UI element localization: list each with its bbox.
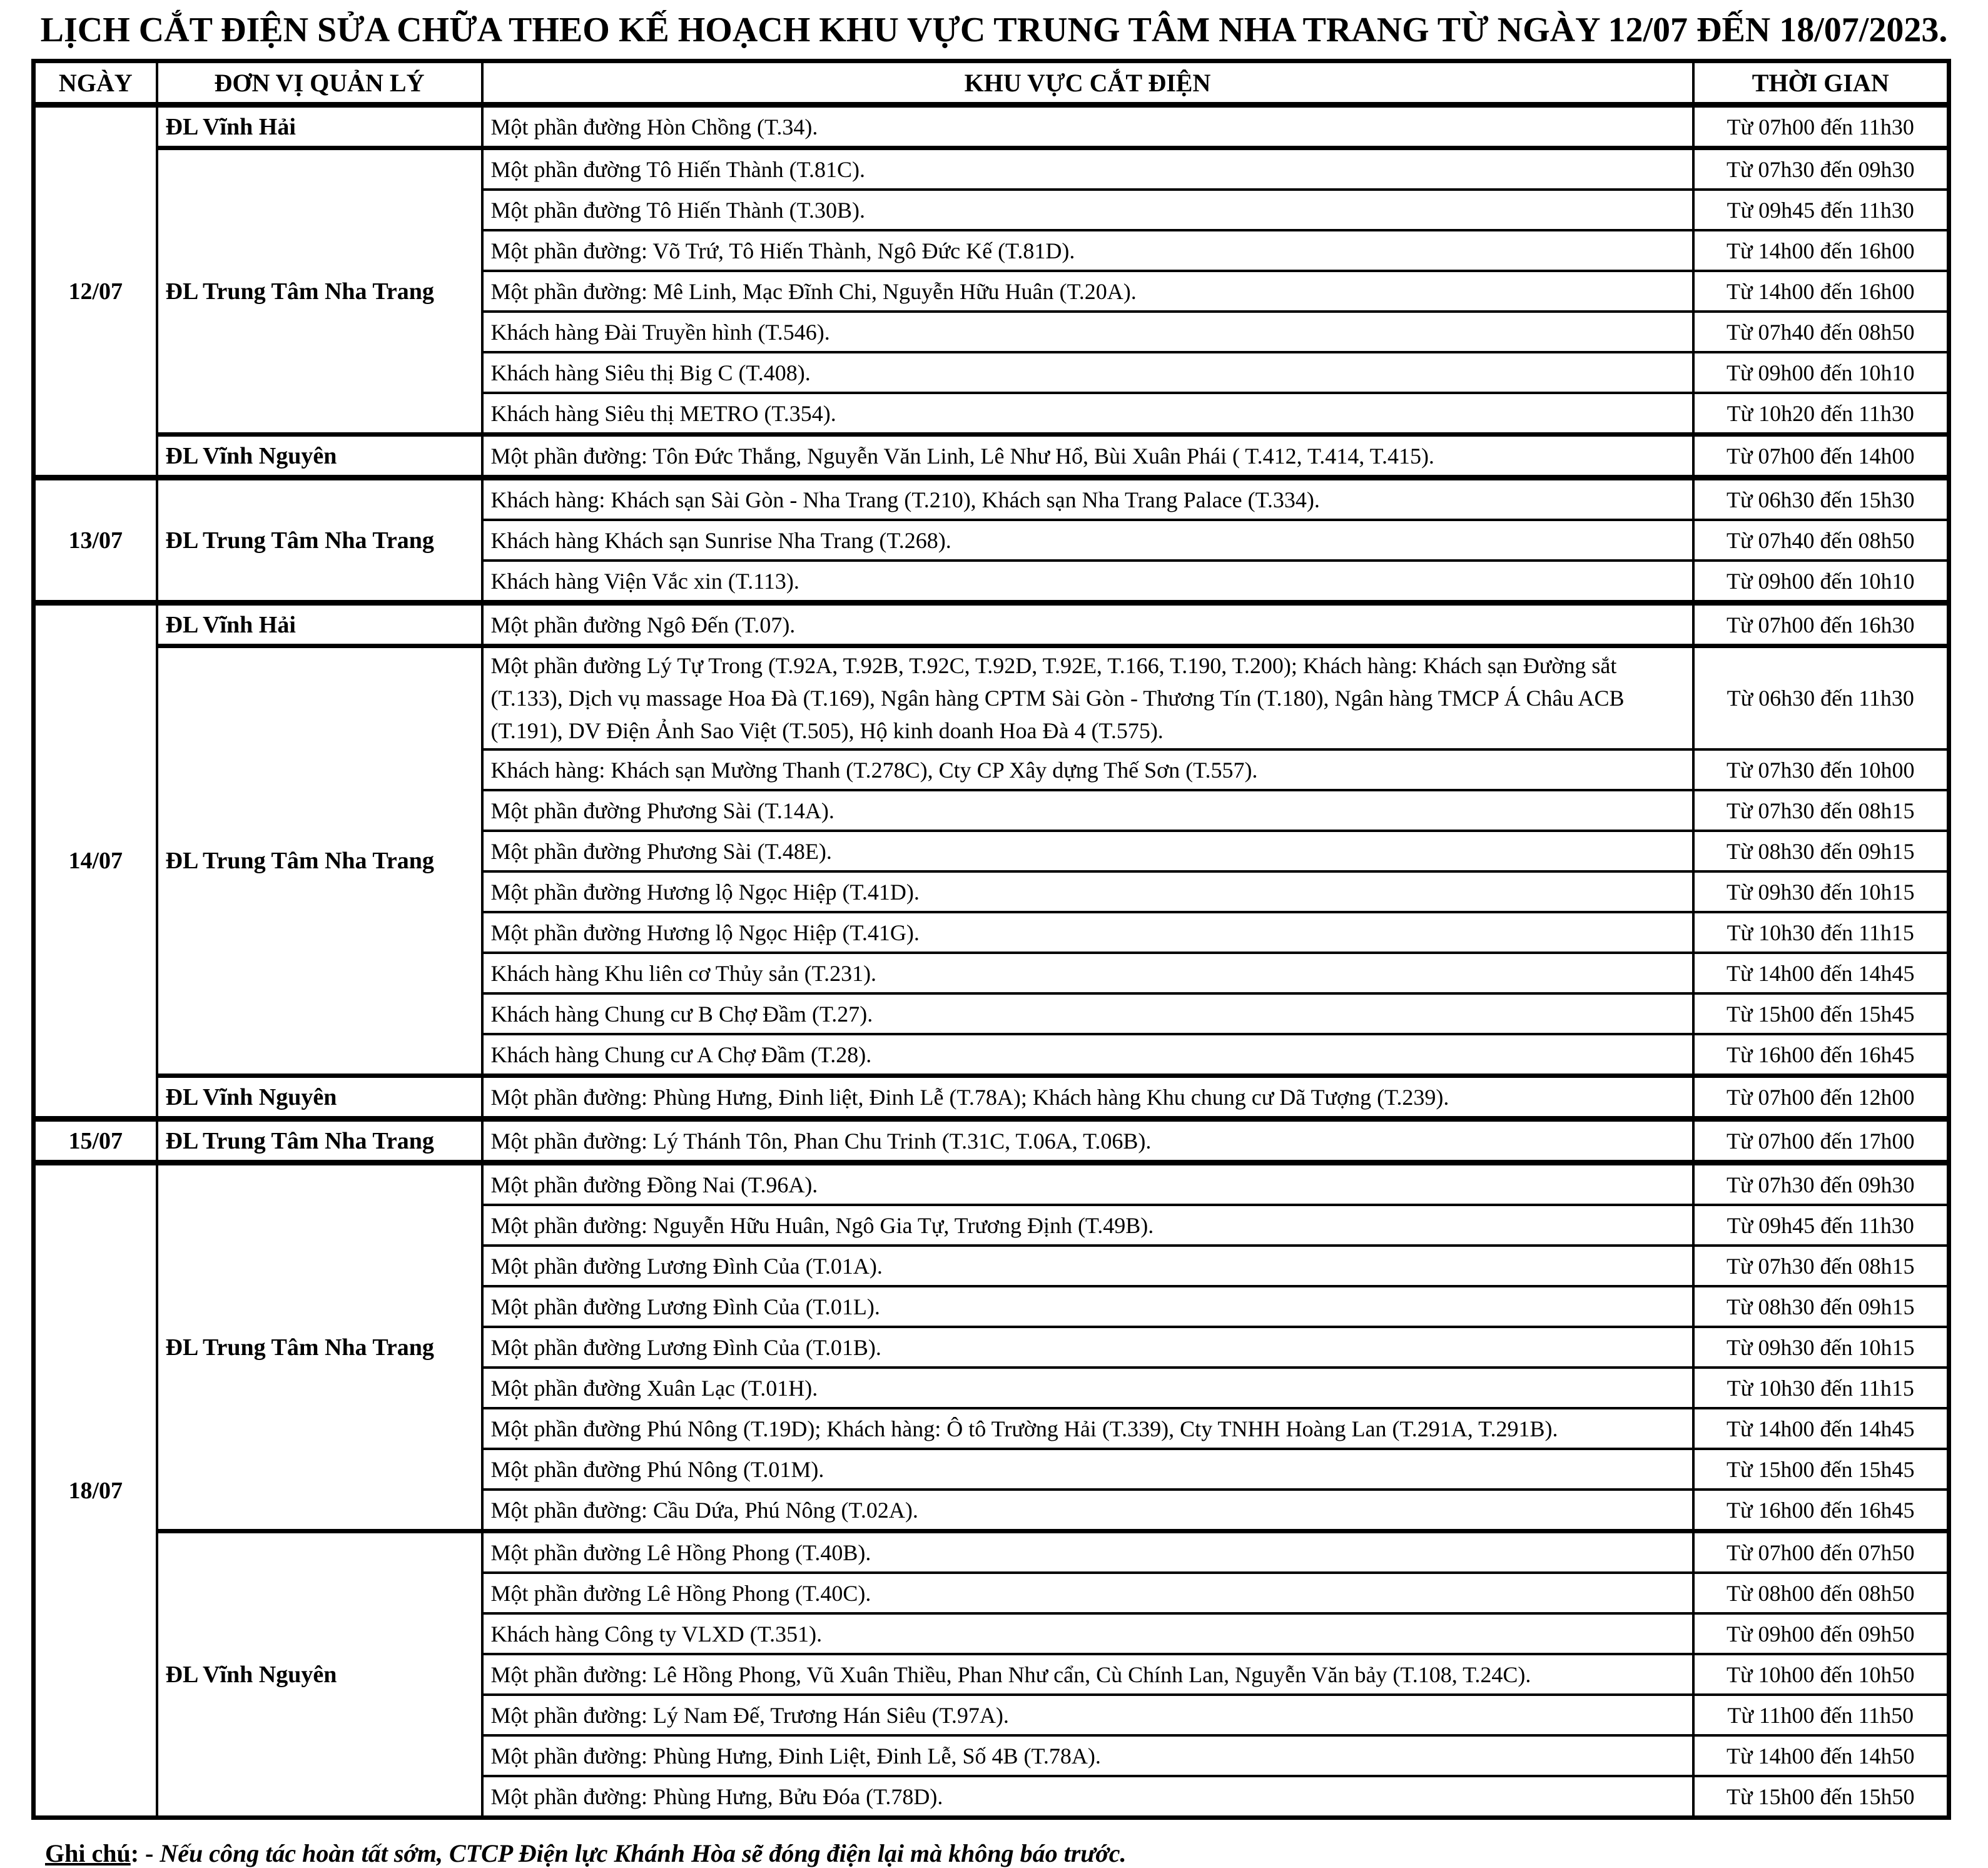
unit-cell: ĐL Trung Tâm Nha Trang bbox=[157, 478, 482, 603]
time-cell: Từ 10h00 đến 10h50 bbox=[1693, 1654, 1949, 1695]
area-cell: Một phần đường: Lê Hồng Phong, Vũ Xuân Thiều, Phan Như cẩn, Cù Chính Lan, Nguyễn Văn bảy (T.108, T.24C). bbox=[482, 1654, 1693, 1695]
area-cell: Một phần đường Đồng Nai (T.96A). bbox=[482, 1163, 1693, 1206]
area-cell: Khách hàng Khu liên cơ Thủy sản (T.231). bbox=[482, 953, 1693, 993]
time-cell: Từ 14h00 đến 14h45 bbox=[1693, 953, 1949, 993]
time-cell: Từ 07h30 đến 09h30 bbox=[1693, 1163, 1949, 1206]
time-cell: Từ 06h30 đến 15h30 bbox=[1693, 478, 1949, 520]
unit-cell: ĐL Vĩnh Nguyên bbox=[157, 1531, 482, 1818]
time-cell: Từ 07h00 đến 14h00 bbox=[1693, 435, 1949, 478]
unit-cell: ĐL Trung Tâm Nha Trang bbox=[157, 1163, 482, 1531]
time-cell: Từ 07h00 đến 07h50 bbox=[1693, 1531, 1949, 1573]
time-cell: Từ 15h00 đến 15h45 bbox=[1693, 993, 1949, 1034]
area-cell: Một phần đường Lý Tự Trong (T.92A, T.92B, T.92C, T.92D, T.92E, T.166, T.190, T.200); Khách hàng: Khách sạn Đường sắt (T.133), Dịch vụ massage Hoa Đà (T.169), Ngân hàng CPTM Sài Gòn - Thương Tín (T.180), Ngân hàng TMCP Á Châu ACB (T.191), DV Điện Ảnh Sao Việt (T.505), Hộ kinh doanh Hoa Đà 4 (T.575). bbox=[482, 646, 1693, 750]
time-cell: Từ 15h00 đến 15h50 bbox=[1693, 1776, 1949, 1818]
area-cell: Một phần đường Lương Đình Của (T.01L). bbox=[482, 1286, 1693, 1327]
time-cell: Từ 15h00 đến 15h45 bbox=[1693, 1449, 1949, 1490]
table-row bbox=[34, 478, 1949, 520]
time-cell: Từ 08h30 đến 09h15 bbox=[1693, 831, 1949, 871]
time-cell: Từ 16h00 đến 16h45 bbox=[1693, 1034, 1949, 1076]
header-row bbox=[34, 61, 1949, 105]
footnote-label: Ghi chú bbox=[45, 1839, 131, 1867]
area-cell: Một phần đường Phú Nông (T.01M). bbox=[482, 1449, 1693, 1490]
time-cell: Từ 09h30 đến 10h15 bbox=[1693, 1327, 1949, 1368]
area-cell: Một phần đường: Cầu Dứa, Phú Nông (T.02A). bbox=[482, 1490, 1693, 1531]
column-header-unit: ĐƠN VỊ QUẢN LÝ bbox=[157, 61, 482, 105]
area-cell: Một phần đường Tô Hiến Thành (T.30B). bbox=[482, 190, 1693, 230]
column-header-time: THỜI GIAN bbox=[1693, 61, 1949, 105]
area-cell: Một phần đường Lương Đình Của (T.01B). bbox=[482, 1327, 1693, 1368]
time-cell: Từ 09h00 đến 09h50 bbox=[1693, 1613, 1949, 1654]
area-cell: Một phần đường: Nguyễn Hữu Huân, Ngô Gia Tự, Trương Định (T.49B). bbox=[482, 1205, 1693, 1246]
time-cell: Từ 10h30 đến 11h15 bbox=[1693, 1368, 1949, 1408]
area-cell: Một phần đường Hương lộ Ngọc Hiệp (T.41D). bbox=[482, 871, 1693, 912]
area-cell: Một phần đường Tô Hiến Thành (T.81C). bbox=[482, 148, 1693, 190]
table-row bbox=[34, 603, 1949, 646]
unit-cell: ĐL Trung Tâm Nha Trang bbox=[157, 646, 482, 1076]
area-cell: Khách hàng: Khách sạn Mường Thanh (T.278C), Cty CP Xây dựng Thế Sơn (T.557). bbox=[482, 749, 1693, 790]
date-cell: 15/07 bbox=[34, 1119, 157, 1163]
time-cell: Từ 07h30 đến 10h00 bbox=[1693, 749, 1949, 790]
column-header-area: KHU VỰC CẮT ĐIỆN bbox=[482, 61, 1693, 105]
time-cell: Từ 07h40 đến 08h50 bbox=[1693, 312, 1949, 352]
area-cell: Một phần đường: Lý Thánh Tôn, Phan Chu Trinh (T.31C, T.06A, T.06B). bbox=[482, 1119, 1693, 1163]
area-cell: Một phần đường Lương Đình Của (T.01A). bbox=[482, 1246, 1693, 1286]
time-cell: Từ 07h30 đến 09h30 bbox=[1693, 148, 1949, 190]
area-cell: Khách hàng Chung cư B Chợ Đầm (T.27). bbox=[482, 993, 1693, 1034]
unit-cell: ĐL Vĩnh Hải bbox=[157, 105, 482, 148]
table-row bbox=[34, 1531, 1949, 1573]
time-cell: Từ 09h00 đến 10h10 bbox=[1693, 352, 1949, 393]
time-cell: Từ 10h30 đến 11h15 bbox=[1693, 912, 1949, 953]
time-cell: Từ 07h00 đến 12h00 bbox=[1693, 1076, 1949, 1119]
time-cell: Từ 07h30 đến 08h15 bbox=[1693, 1246, 1949, 1286]
area-cell: Khách hàng Đài Truyền hình (T.546). bbox=[482, 312, 1693, 352]
time-cell: Từ 09h45 đến 11h30 bbox=[1693, 190, 1949, 230]
time-cell: Từ 11h00 đến 11h50 bbox=[1693, 1695, 1949, 1735]
area-cell: Một phần đường: Tôn Đức Thắng, Nguyễn Văn Linh, Lê Như Hổ, Bùi Xuân Phái ( T.412, T.414, T.415). bbox=[482, 435, 1693, 478]
time-cell: Từ 08h30 đến 09h15 bbox=[1693, 1286, 1949, 1327]
area-cell: Khách hàng: Khách sạn Sài Gòn - Nha Trang (T.210), Khách sạn Nha Trang Palace (T.334). bbox=[482, 478, 1693, 520]
table-row bbox=[34, 1163, 1949, 1206]
footnote-text: Nếu công tác hoàn tất sớm, CTCP Điện lực Khánh Hòa sẽ đóng điện lại mà không báo trước. bbox=[160, 1839, 1127, 1867]
unit-cell: ĐL Trung Tâm Nha Trang bbox=[157, 148, 482, 435]
area-cell: Một phần đường Hòn Chồng (T.34). bbox=[482, 105, 1693, 148]
area-cell: Một phần đường: Phùng Hưng, Đinh liệt, Đinh Lễ (T.78A); Khách hàng Khu chung cư Dã Tượng (T.239). bbox=[482, 1076, 1693, 1119]
table-row bbox=[34, 435, 1949, 478]
footnote bbox=[45, 1839, 1988, 1868]
date-cell: 12/07 bbox=[34, 105, 157, 478]
area-cell: Khách hàng Siêu thị METRO (T.354). bbox=[482, 393, 1693, 435]
time-cell: Từ 07h00 đến 16h30 bbox=[1693, 603, 1949, 646]
table-row bbox=[34, 1076, 1949, 1119]
area-cell: Khách hàng Chung cư A Chợ Đầm (T.28). bbox=[482, 1034, 1693, 1076]
time-cell: Từ 07h00 đến 17h00 bbox=[1693, 1119, 1949, 1163]
time-cell: Từ 07h30 đến 08h15 bbox=[1693, 790, 1949, 831]
area-cell: Khách hàng Công ty VLXD (T.351). bbox=[482, 1613, 1693, 1654]
area-cell: Một phần đường: Mê Linh, Mạc Đĩnh Chi, Nguyễn Hữu Huân (T.20A). bbox=[482, 271, 1693, 312]
area-cell: Khách hàng Siêu thị Big C (T.408). bbox=[482, 352, 1693, 393]
area-cell: Một phần đường: Võ Trứ, Tô Hiến Thành, Ngô Đức Kế (T.81D). bbox=[482, 230, 1693, 271]
outage-schedule-table bbox=[31, 59, 1951, 1820]
unit-cell: ĐL Vĩnh Hải bbox=[157, 603, 482, 646]
date-cell: 13/07 bbox=[34, 478, 157, 603]
time-cell: Từ 08h00 đến 08h50 bbox=[1693, 1573, 1949, 1613]
area-cell: Một phần đường Ngô Đến (T.07). bbox=[482, 603, 1693, 646]
area-cell: Một phần đường: Lý Nam Đế, Trương Hán Siêu (T.97A). bbox=[482, 1695, 1693, 1735]
time-cell: Từ 09h30 đến 10h15 bbox=[1693, 871, 1949, 912]
time-cell: Từ 07h40 đến 08h50 bbox=[1693, 520, 1949, 561]
document-page bbox=[0, 10, 1988, 1868]
time-cell: Từ 09h45 đến 11h30 bbox=[1693, 1205, 1949, 1246]
time-cell: Từ 14h00 đến 16h00 bbox=[1693, 230, 1949, 271]
time-cell: Từ 09h00 đến 10h10 bbox=[1693, 561, 1949, 603]
area-cell: Một phần đường Xuân Lạc (T.01H). bbox=[482, 1368, 1693, 1408]
area-cell: Khách hàng Viện Vắc xin (T.113). bbox=[482, 561, 1693, 603]
date-cell: 14/07 bbox=[34, 603, 157, 1119]
area-cell: Một phần đường Phương Sài (T.14A). bbox=[482, 790, 1693, 831]
area-cell: Một phần đường Phú Nông (T.19D); Khách hàng: Ô tô Trường Hải (T.339), Cty TNHH Hoàng Lan (T.291A, T.291B). bbox=[482, 1408, 1693, 1449]
table-row bbox=[34, 105, 1949, 148]
area-cell: Một phần đường Lê Hồng Phong (T.40B). bbox=[482, 1531, 1693, 1573]
footnote-separator: : - bbox=[130, 1839, 160, 1867]
unit-cell: ĐL Vĩnh Nguyên bbox=[157, 435, 482, 478]
area-cell: Khách hàng Khách sạn Sunrise Nha Trang (T.268). bbox=[482, 520, 1693, 561]
column-header-date: NGÀY bbox=[34, 61, 157, 105]
table-row bbox=[34, 148, 1949, 190]
time-cell: Từ 14h00 đến 16h00 bbox=[1693, 271, 1949, 312]
time-cell: Từ 14h00 đến 14h45 bbox=[1693, 1408, 1949, 1449]
time-cell: Từ 14h00 đến 14h50 bbox=[1693, 1735, 1949, 1776]
area-cell: Một phần đường: Phùng Hưng, Bửu Đóa (T.78D). bbox=[482, 1776, 1693, 1818]
table-header bbox=[34, 61, 1949, 105]
time-cell: Từ 07h00 đến 11h30 bbox=[1693, 105, 1949, 148]
time-cell: Từ 10h20 đến 11h30 bbox=[1693, 393, 1949, 435]
unit-cell: ĐL Vĩnh Nguyên bbox=[157, 1076, 482, 1119]
time-cell: Từ 16h00 đến 16h45 bbox=[1693, 1490, 1949, 1531]
area-cell: Một phần đường Hương lộ Ngọc Hiệp (T.41G). bbox=[482, 912, 1693, 953]
page-title: LỊCH CẮT ĐIỆN SỬA CHỮA THEO KẾ HOẠCH KHU VỰC TRUNG TÂM NHA TRANG TỪ NGÀY 12/07 ĐẾN 18/07/2023. bbox=[40, 11, 1948, 49]
area-cell: Một phần đường Lê Hồng Phong (T.40C). bbox=[482, 1573, 1693, 1613]
table-body bbox=[34, 105, 1949, 1818]
table-row bbox=[34, 1119, 1949, 1163]
unit-cell: ĐL Trung Tâm Nha Trang bbox=[157, 1119, 482, 1163]
table-row bbox=[34, 646, 1949, 750]
time-cell: Từ 06h30 đến 11h30 bbox=[1693, 646, 1949, 750]
date-cell: 18/07 bbox=[34, 1163, 157, 1818]
area-cell: Một phần đường Phương Sài (T.48E). bbox=[482, 831, 1693, 871]
area-cell: Một phần đường: Phùng Hưng, Đinh Liệt, Đinh Lễ, Số 4B (T.78A). bbox=[482, 1735, 1693, 1776]
